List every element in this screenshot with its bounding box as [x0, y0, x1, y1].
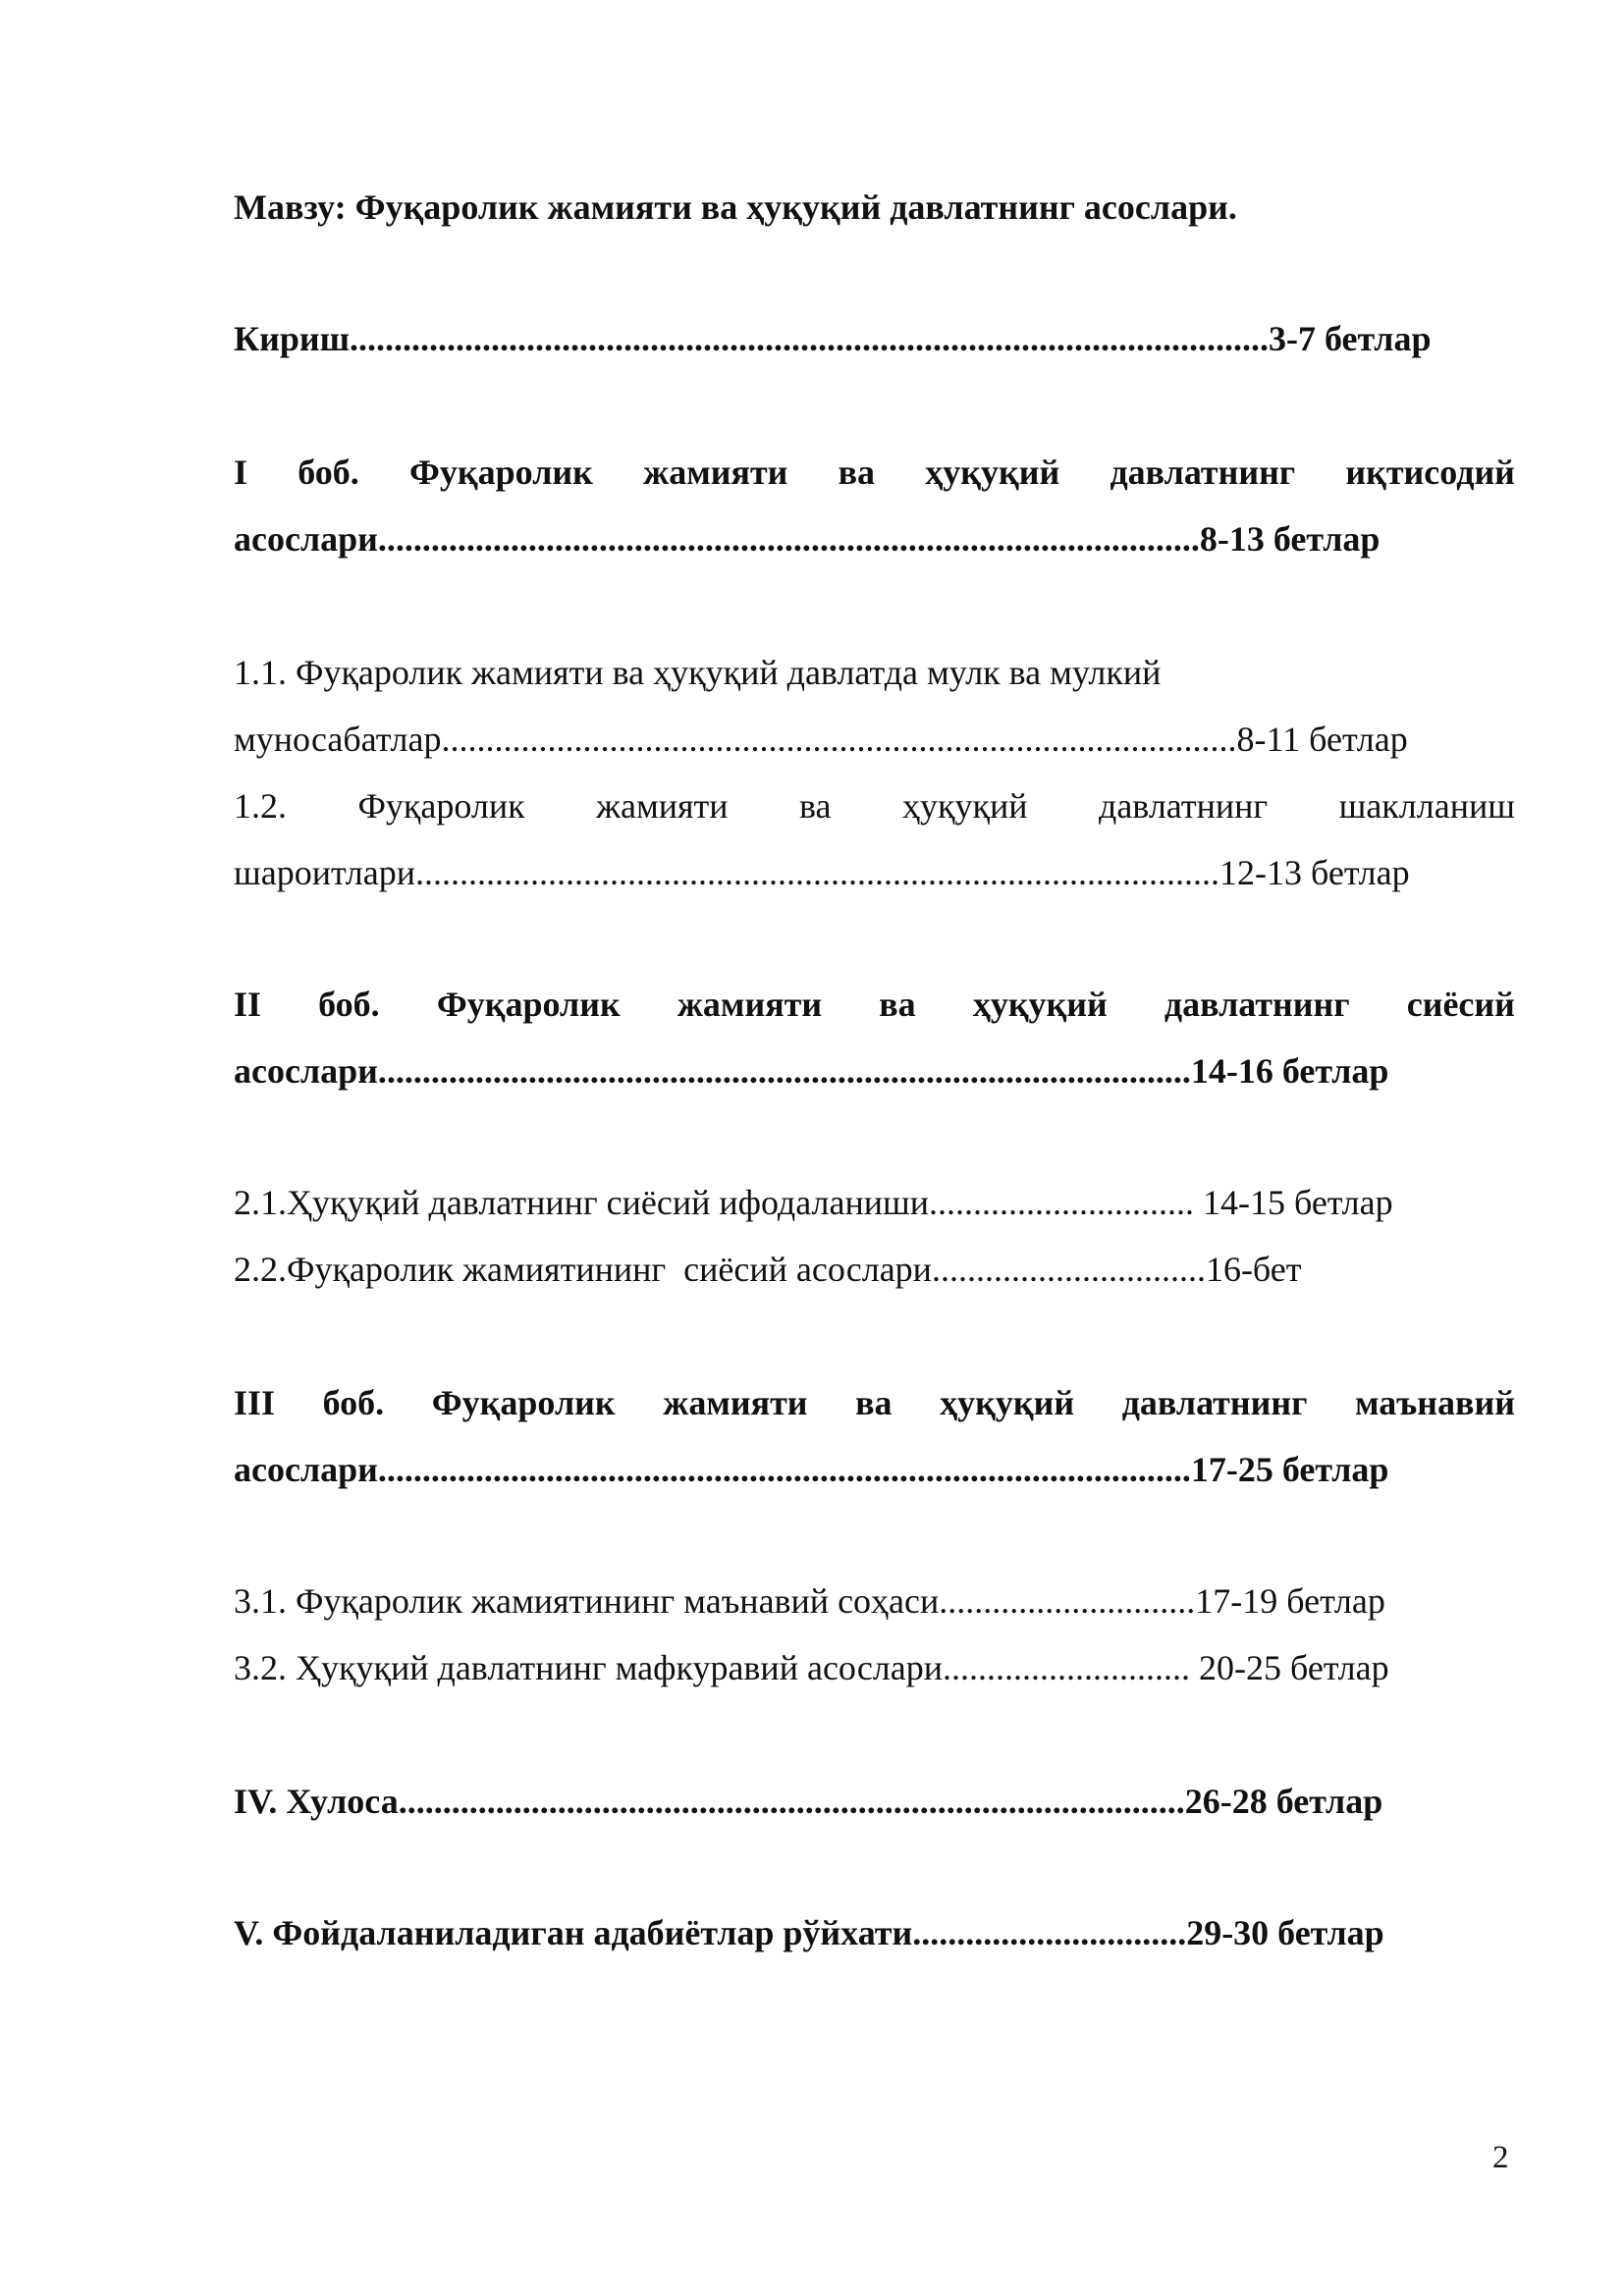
toc-word: боб.: [318, 985, 380, 1024]
toc-word: маънавий: [1355, 1383, 1515, 1422]
toc-word: жамияти: [663, 1383, 808, 1422]
toc-section-2-2: 2.2.Фуқаролик жамиятининг сиёсий асослари...............................16-бет: [234, 1250, 1302, 1289]
toc-chapter-3-heading: [234, 1380, 1515, 1425]
toc-word: ва: [879, 985, 916, 1024]
toc-word: жамияти: [677, 985, 823, 1024]
toc-word: ва: [855, 1383, 893, 1422]
page-number: 2: [1492, 2140, 1509, 2175]
toc-word: I: [234, 453, 248, 492]
toc-word: жамияти: [596, 786, 729, 826]
toc-word: боб.: [322, 1383, 385, 1422]
toc-references: V. Фойдаланиладиган адабиётлар рўйхати...............................29-30 бетлар: [234, 1913, 1384, 1952]
toc-word: жамияти: [643, 453, 788, 492]
toc-word: давлатнинг: [1121, 1383, 1308, 1422]
toc-chapter-1-heading: [234, 450, 1515, 495]
toc-chapter-1-pages: асослари.............................................................................................8-13 бетлар: [234, 519, 1380, 559]
toc-word: ҳуқуқий: [940, 1383, 1075, 1422]
toc-section-3-1: 3.1. Фуқаролик жамиятининг маънавий соҳаси.............................17-19 бетлар: [234, 1581, 1385, 1621]
toc-word: 1.2.: [234, 786, 287, 826]
toc-section-3-2: 3.2. Ҳуқуқий давлатнинг мафкуравий асослари............................ 20-25 бетлар: [234, 1648, 1389, 1687]
toc-section-2-1: 2.1.Ҳуқуқий давлатнинг сиёсий ифодаланиши.............................. 14-15 бетлар: [234, 1183, 1393, 1222]
toc-word: ҳуқуқий: [902, 786, 1028, 826]
toc-section-1-1-line1: 1.1. Фуқаролик жамияти ва ҳуқуқий давлатда мулк ва мулкий: [234, 653, 1162, 692]
toc-word: ва: [799, 786, 832, 826]
toc-conclusion: IV. Хулоса.........................................................................................26-28 бетлар: [234, 1782, 1383, 1821]
toc-chapter-3-pages: асослари............................................................................................17-25 бетлар: [234, 1450, 1389, 1489]
toc-word: Фуқаролик: [431, 1383, 616, 1422]
toc-word: ҳуқуқий: [972, 985, 1108, 1024]
toc-word: давлатнинг: [1164, 985, 1350, 1024]
toc-word: Фуқаролик: [436, 985, 621, 1024]
toc-word: Фуқаролик: [357, 786, 525, 826]
toc-word: шаклланиш: [1338, 786, 1515, 826]
toc-section-1-2-line2: шароитлари...........................................................................................12-13 бетлар: [234, 853, 1410, 892]
toc-section-1-2-line1: [234, 783, 1515, 828]
toc-word: ҳуқуқий: [925, 453, 1060, 492]
toc-section-1-1-line2: муносабатлар..........................................................................................8-11 бетлар: [234, 720, 1408, 759]
toc-word: III: [234, 1383, 276, 1422]
toc-word: давлатнинг: [1099, 786, 1269, 826]
toc-word: боб.: [298, 453, 359, 492]
toc-word: Фуқаролик: [408, 453, 593, 492]
toc-word: ва: [838, 453, 876, 492]
toc-chapter-2-heading: [234, 982, 1515, 1027]
toc-word: сиёсий: [1406, 985, 1515, 1024]
toc-chapter-2-pages: асослари............................................................................................14-16 бетлар: [234, 1051, 1389, 1091]
document-title: Мавзу: Фуқаролик жамияти ва ҳуқуқий давлатнинг асослари.: [234, 187, 1237, 227]
toc-word: иқтисодий: [1345, 453, 1515, 492]
toc-word: II: [234, 985, 262, 1024]
toc-word: давлатнинг: [1110, 453, 1296, 492]
toc-intro: Кириш........................................................................................................3-7 бетлар: [234, 319, 1432, 358]
